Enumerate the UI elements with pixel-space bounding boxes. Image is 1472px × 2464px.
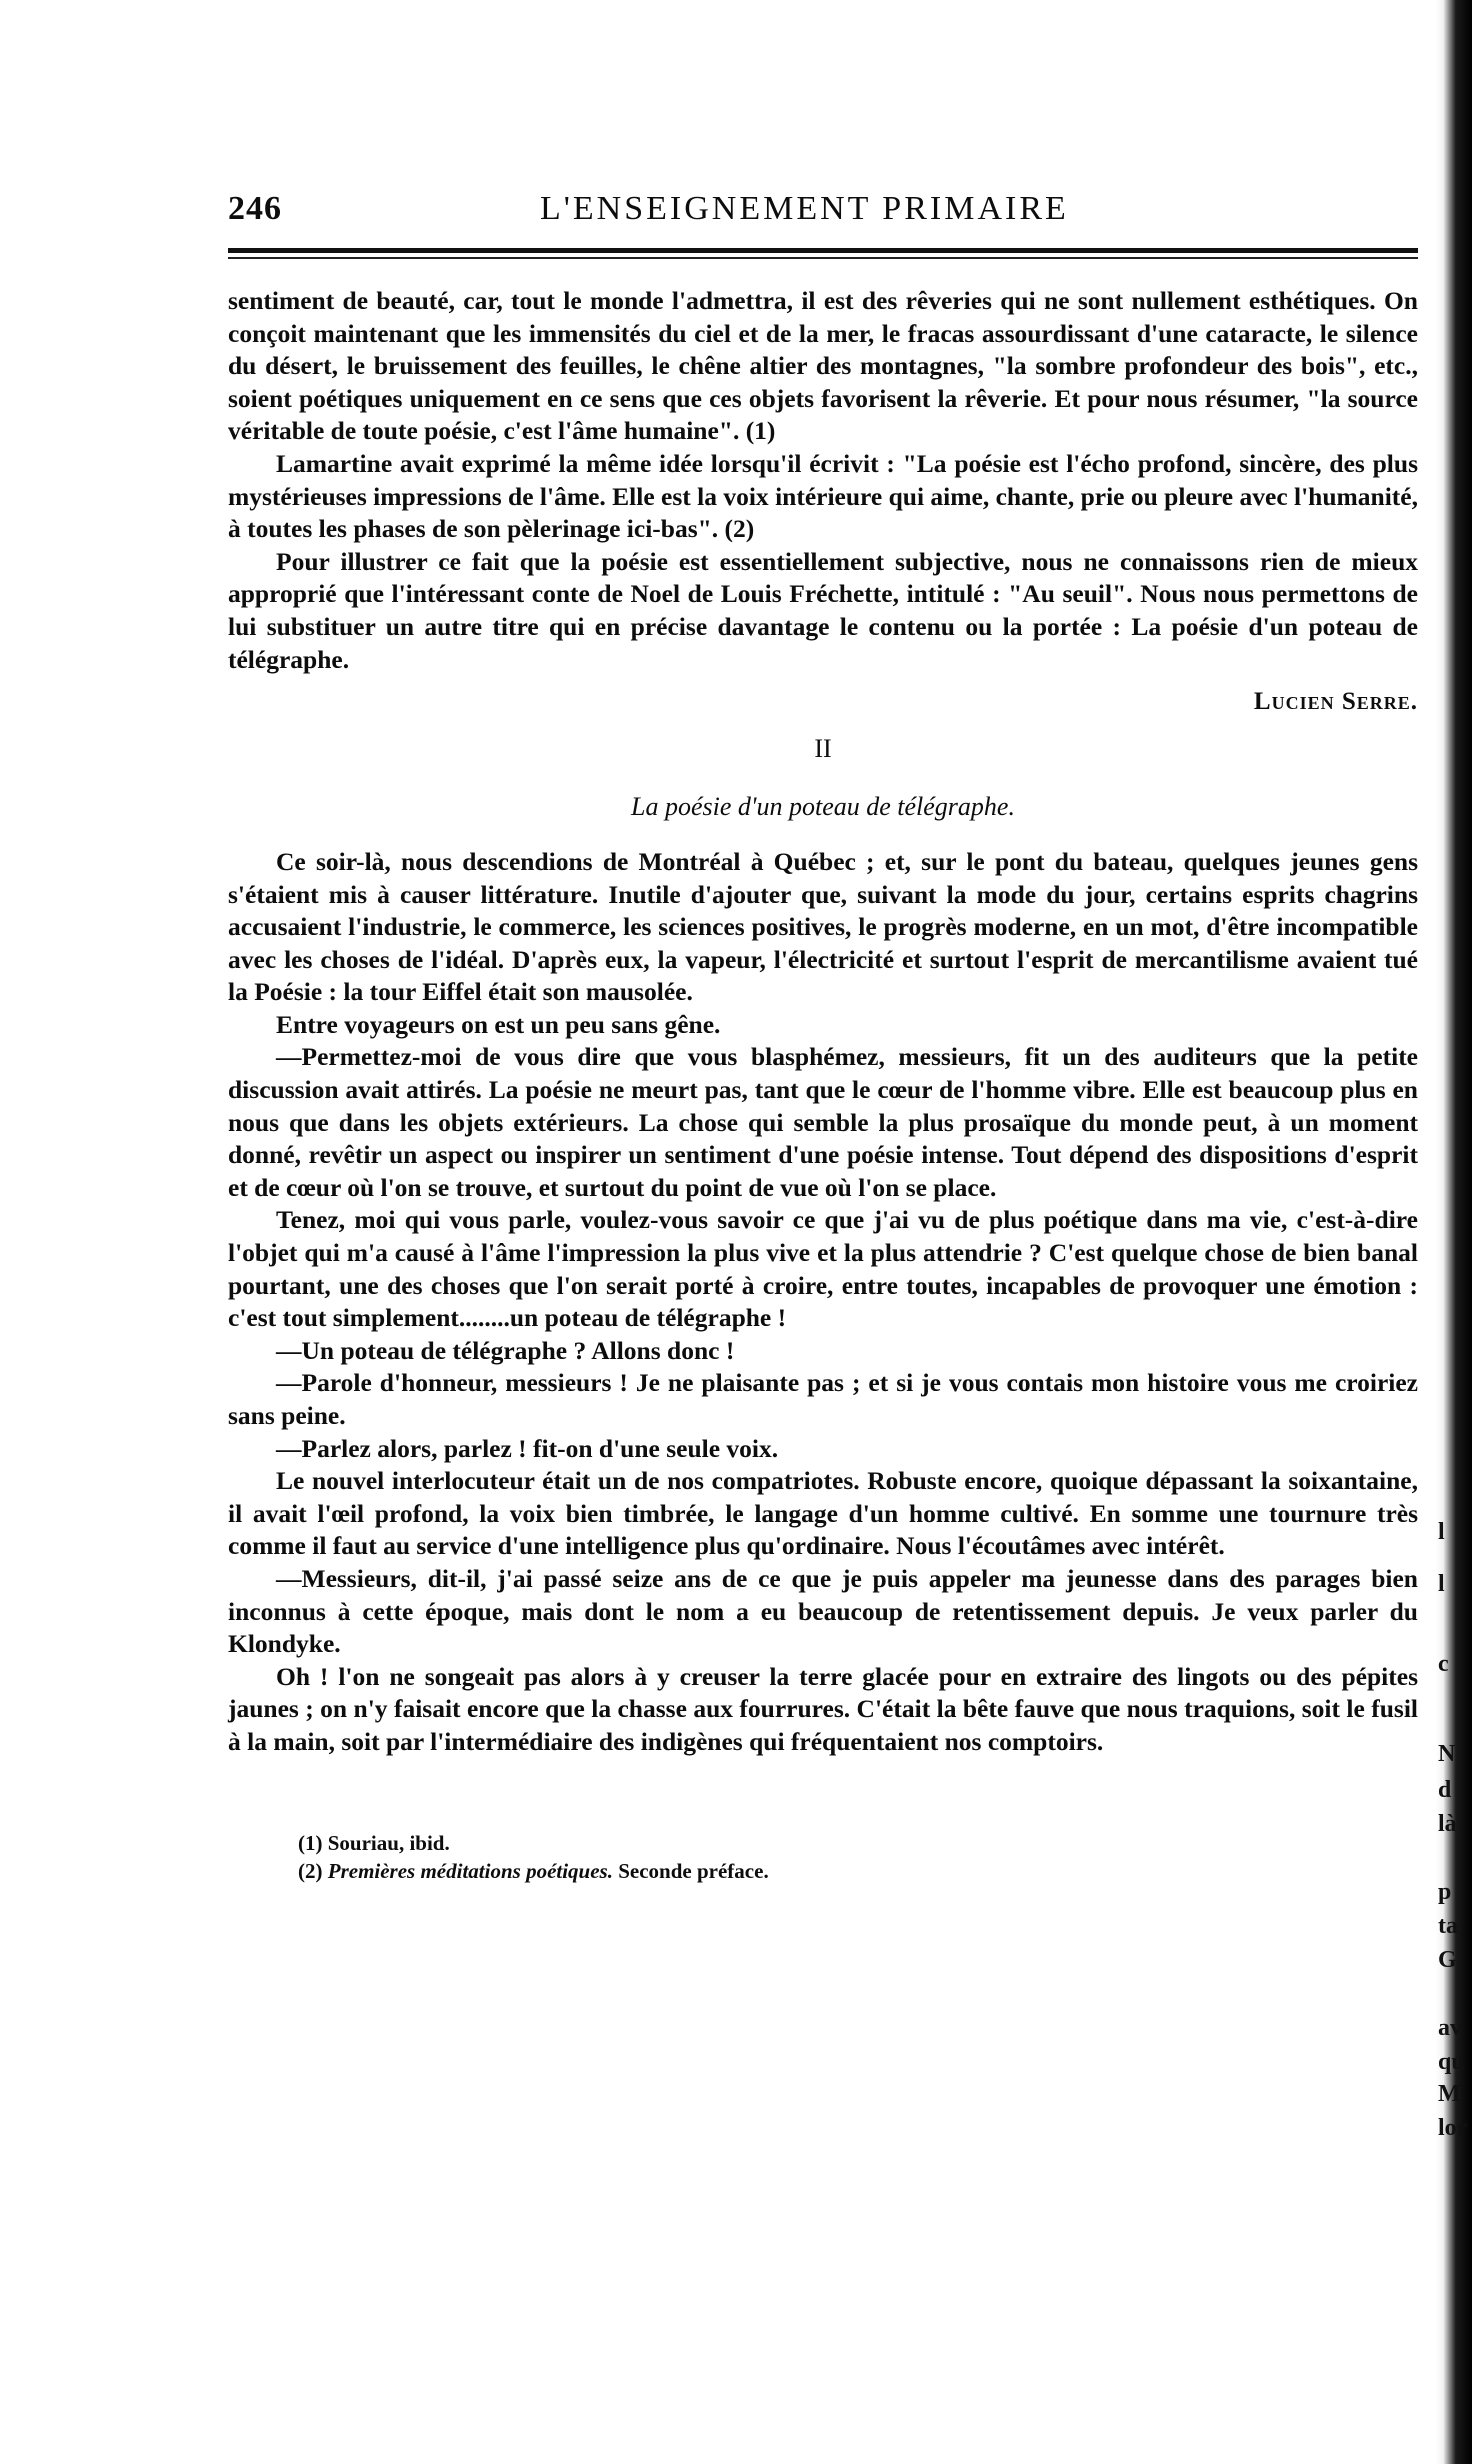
article-body — [228, 285, 1418, 1759]
footnote-number: (2) — [298, 1858, 323, 1883]
story-title: La poésie d'un poteau de télégraphe. — [631, 792, 1015, 822]
margin-fragment: là — [1438, 1812, 1457, 1836]
paragraph: Lamartine avait exprimé la même idée lorsqu'il écrivit : "La poésie est l'écho profond, sincère, des plus mystérieuses impressions de l'âme. Elle est la voix intérieure qui aime, chante, prie ou pleure avec l'humanité, à toutes les phases de son pèlerinage ici-bas". (2) — [228, 448, 1418, 544]
running-head — [228, 180, 1418, 240]
story-paragraph: Ce soir-là, nous descendions de Montréal à Québec ; et, sur le pont du bateau, quelques jeunes gens s'étaient mis à causer littérature. Inutile d'ajouter que, suivant la mode du jour, certains esprits chagrins accusaient l'industrie, le commerce, les sciences positives, le progrès moderne, en un mot, d'être incompatible avec les choses de l'idéal. D'après eux, la vapeur, l'électricité et surtout l'esprit de mercantilisme avaient tué la Poésie : la tour Eiffel était son mausolée. — [228, 846, 1418, 1007]
margin-fragment: ta — [1438, 1914, 1458, 1938]
story-paragraph: —Un poteau de télégraphe ? Allons donc ! — [276, 1335, 735, 1365]
story-paragraph: —Permettez-moi de vous dire que vous blasphémez, messieurs, fit un des auditeurs que la petite discussion avait attirés. La poésie ne meurt pas, tant que le cœur de l'homme vibre. Elle est beaucoup plus en nous que dans les objets extérieurs. La chose qui semble la plus prosaïque du monde peut, à un moment donné, revêtir un aspect ou inspirer un sentiment d'une poésie intense. Tout dépend des dispositions d'esprit et de cœur où l'on se trouve, et surtout du point de vue où l'on se place. — [228, 1042, 1418, 1202]
margin-fragment: d — [1438, 1778, 1452, 1802]
footnote-number: (1) — [298, 1830, 323, 1855]
story-paragraph: —Parlez alors, parlez ! fit-on d'une seule voix. — [276, 1433, 779, 1463]
footnote-2 — [298, 1857, 1418, 1885]
story-paragraph: Le nouvel interlocuteur était un de nos compatriotes. Robuste encore, quoique dépassant la soixantaine, il avait l'œil profond, la voix bien timbrée, le langage d'un homme cultivé. En somme une tournure très comme il faut au service d'une intelligence plus qu'ordinaire. Nous l'écoutâmes avec intérêt. — [228, 1466, 1418, 1561]
footnote-text: Souriau, ibid. — [327, 1830, 450, 1855]
section-number: II — [814, 733, 832, 763]
header-rule-thick — [228, 248, 1418, 253]
footnote-1 — [298, 1829, 1418, 1857]
story-paragraph: —Messieurs, dit-il, j'ai passé seize ans de ce que je puis appeler ma jeunesse dans des parages bien inconnus à cette époque, mais dont le nom a eu beaucoup de retentissement depuis. Je veux parler du Klondyke. — [228, 1563, 1418, 1659]
margin-fragment: M — [1438, 2082, 1461, 2106]
paragraph: sentiment de beauté, car, tout le monde l'admettra, il est des rêveries qui ne sont nullement esthétiques. On conçoit maintenant que les immensités du ciel et de la mer, le fracas assourdissant d'une cataracte, le silence du désert, le bruissement des feuilles, le chêne altier des montagnes, "la sombre profondeur des bois", etc., soient poétiques uniquement en ce sens que ces objets favorisent la rêverie. Et pour nous résumer, "la source véritable de toute poésie, c'est l'âme humaine". (1) — [228, 286, 1418, 446]
story-paragraph: Tenez, moi qui vous parle, voulez-vous savoir ce que j'ai vu de plus poétique dans ma vie, c'est-à-dire l'objet qui m'a causé à l'âme l'impression la plus vive et la plus attendrie ? C'est quelque chose de bien banal pourtant, une des choses que l'on serait porté à croire, entre toutes, incapables de provoquer une émotion : c'est tout simplement........un poteau de télégraphe ! — [228, 1205, 1418, 1333]
story-paragraph: —Parole d'honneur, messieurs ! Je ne plaisante pas ; et si je vous contais mon histoire vous me croiriez sans peine. — [228, 1368, 1418, 1430]
footnote-text: Seconde préface. — [618, 1858, 769, 1883]
margin-fragment: N — [1438, 1742, 1456, 1766]
margin-fragment: G — [1438, 1948, 1457, 1972]
margin-fragment: p — [1438, 1880, 1452, 1904]
story-paragraph: Entre voyageurs on est un peu sans gêne. — [276, 1009, 721, 1039]
page — [228, 180, 1418, 1885]
paragraph: Pour illustrer ce fait que la poésie est essentiellement subjective, nous ne connaissons rien de mieux approprié que l'intéressant conte de Noel de Louis Fréchette, intitulé : "Au seuil". Nous nous permettons de lui substituer un autre titre qui en précise davantage le contenu ou la portée : La poésie d'un poteau de télégraphe. — [228, 546, 1418, 674]
story-paragraph: Oh ! l'on ne songeait pas alors à y creuser la terre glacée pour en extraire des lingots ou des pépites jaunes ; on n'y faisait encore que la chasse aux fourrures. C'était la bête fauve que nous traquions, soit le fusil à la main, soit par l'intermédiaire des indigènes qui fréquentaient nos comptoirs. — [228, 1661, 1418, 1756]
header-rule-thin — [228, 257, 1418, 259]
margin-fragment: lor — [1438, 2116, 1468, 2140]
author-signature: Lucien Serre. — [1253, 688, 1418, 716]
journal-title: L'ENSEIGNEMENT PRIMAIRE — [540, 190, 1069, 227]
margin-fragment: c — [1438, 1652, 1449, 1676]
margin-fragment: l — [1438, 1520, 1445, 1544]
margin-fragment: qu — [1438, 2050, 1465, 2074]
footnotes — [298, 1829, 1418, 1885]
page-number: 246 — [228, 190, 282, 227]
margin-fragment: l — [1438, 1572, 1445, 1596]
footnote-work-title: Premières méditations poétiques. — [327, 1858, 613, 1883]
margin-fragment: av — [1438, 2016, 1462, 2040]
